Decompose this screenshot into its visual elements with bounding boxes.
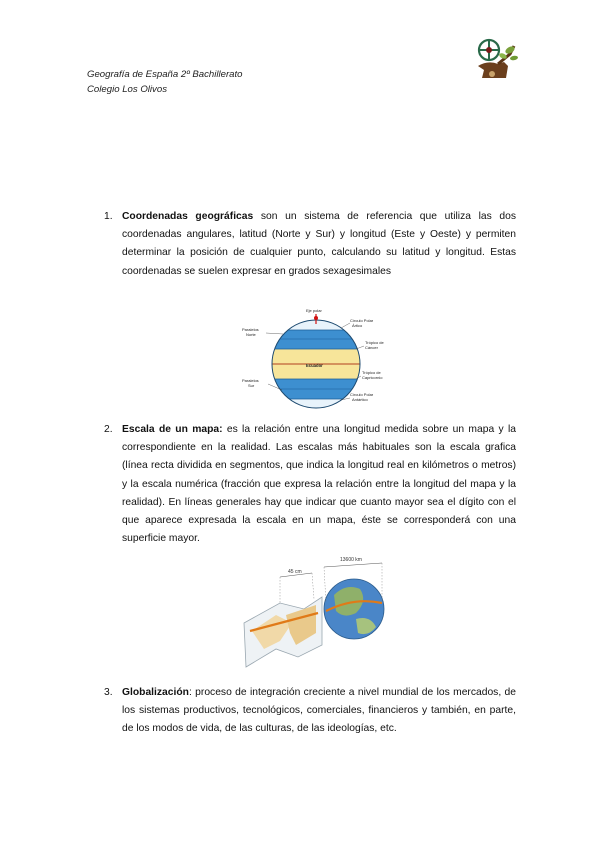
item-number: 3. [104, 687, 113, 698]
header-subject: Geografía de España 2º Bachillerato [87, 69, 243, 80]
item-text [122, 208, 516, 281]
label-circulo-antartico-1: Círculo Polar [350, 392, 374, 397]
label-circulo-artico-2: Ártico [352, 323, 363, 328]
globe-scale-label: 13600 km [340, 557, 362, 563]
item-description: es la relación entre una longitud medida sobre un mapa y la correspondiente en la realidad. Las escalas más habituales son la escala grafica (línea recta dividida en segmentos, que indica la longitud real en kilómetros o metros) y la escala numérica (fracción que expresa la relación entre la longitud del mapa y la realidad). En líneas generales hay que indicar que cuanto mayor sea el dígito con el que aparece expresada la escala en un mapa, éste se corresponderá con una superficie mayor. [122, 424, 516, 545]
item-term: Coordenadas geográficas [122, 211, 254, 222]
map-scale-label: 45 cm [288, 569, 302, 575]
label-paralelos-norte-1: Paralelos [242, 327, 259, 332]
item-description: son un sistema de referencia que utiliza las dos coordenadas angulares, latitud (Norte y Sur) y longitud (Este y Oeste) y permiten determinar la posición de cualquier punto, calculando su latitud y longitud. Estas coordenadas se suelen expresar en grados sexagesimales [122, 211, 516, 277]
header-school: Colegio Los Olivos [87, 84, 167, 95]
item-number: 2. [104, 424, 113, 435]
item-number: 1. [104, 211, 113, 222]
label-ecuador: Ecuador [306, 363, 323, 368]
label-capricornio-1: Trópico de [362, 370, 381, 375]
item-term: Escala de un mapa: [122, 424, 223, 435]
map-scale-figure [236, 553, 396, 671]
list-item [104, 208, 516, 280]
item-term: Globalización [122, 687, 189, 698]
label-circulo-artico-1: Círculo Polar [350, 318, 374, 323]
label-capricornio-2: Capricornio [362, 375, 383, 380]
label-cancer-1: Trópico de [365, 340, 384, 345]
item-text [122, 421, 516, 548]
document-header [87, 67, 243, 97]
label-paralelos-sur-2: Sur [248, 383, 255, 388]
school-logo [468, 36, 518, 82]
label-cancer-2: Cáncer [365, 345, 378, 350]
label-paralelos-sur-1: Paralelos [242, 378, 259, 383]
label-circulo-antartico-2: Antártico [352, 397, 368, 402]
item-description: : proceso de integración creciente a nivel mundial de los mercados, de los sistemas productivos, tecnológicos, comerciales, financieros y también, en parte, de los modos de vida, de las culturas, de las ideologías, etc. [122, 687, 516, 735]
list-item [104, 684, 516, 740]
list-item [104, 421, 516, 547]
label-paralelos-norte-2: Norte [246, 332, 256, 337]
item-text [122, 684, 516, 739]
label-eje-polar: Eje polar [306, 308, 322, 313]
globe-coordinates-figure [238, 306, 394, 414]
